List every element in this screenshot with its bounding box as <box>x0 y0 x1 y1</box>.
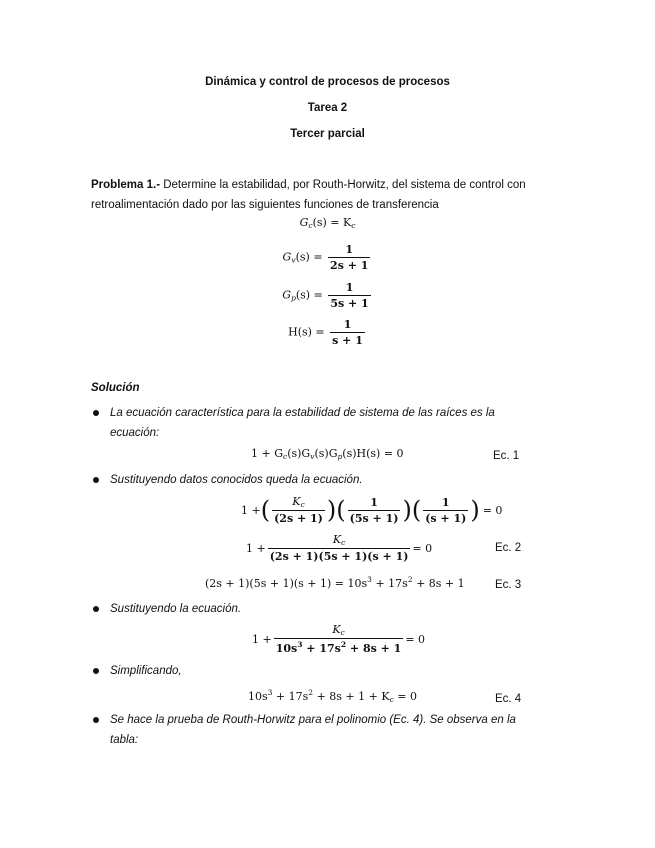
document-title: Dinámica y control de procesos de procesos <box>205 76 450 88</box>
solution-heading: Solución <box>91 382 140 394</box>
equation-3: $(2s + 1)(5s + 1)(s + 1) = 10s^3 + 17s^2 + 8s + 1$ <box>205 575 465 590</box>
equation-3-label: Ec. 3 <box>495 579 522 591</box>
equation-gc: $G_c(s) = K_c$ <box>299 216 356 230</box>
equation-4: $10s^3 + 17s^2 + 8s + 1 + K_c = 0$ <box>248 688 417 704</box>
equation-substituted: 1 + ( $\frac{K_c}{(2s + 1)}$ ) ( $\frac{1}{(5s + 1)}$ ) ( $\frac{1}{(s + 1)}$ ) = 0 <box>241 495 503 525</box>
document-subtitle: Tarea 2 <box>307 102 348 114</box>
document-section: Tercer parcial <box>290 128 365 140</box>
equation-2-label: Ec. 2 <box>495 542 522 554</box>
problem-line-1: Determine la estabilidad, por Routh-Horwitz, del sistema de control con <box>160 179 526 191</box>
equation-2: 1 + $\frac{K_c}{(2s + 1)(5s + 1)(s + 1)}$ = 0 <box>246 533 433 563</box>
bullet-3-text: Sustituyendo la ecuación. <box>110 603 242 615</box>
equation-substituted-2: 1 + $\frac{K_c}{10s^3 + 17s^2 + 8s + 1}$ = 0 <box>252 623 426 655</box>
bullet-1-text: La ecuación característica para la estabilidad de sistema de las raíces es la ecuación: <box>110 407 495 439</box>
bullet-dot <box>93 668 99 674</box>
bullet-dot <box>93 606 99 612</box>
bullet-2-text: Sustituyendo datos conocidos queda la ecuación. <box>110 474 363 486</box>
equation-1-label: Ec. 1 <box>493 450 520 462</box>
bullet-dot <box>93 410 99 416</box>
problem-label: Problema 1.- <box>91 179 161 191</box>
problem-line-2: retroalimentación dado por las siguientes funciones de transferencia <box>91 199 439 211</box>
equation-gv: $G_v(s)$ = $\frac{1}{2s + 1}$ <box>282 243 369 272</box>
equation-1: $1 + G_c(s)G_v(s)G_p(s)H(s) = 0$ <box>251 447 404 461</box>
equation-gp: $G_p(s)$ = $\frac{1}{5s + 1}$ <box>282 281 369 310</box>
bullet-4-text: Simplificando, <box>110 665 182 677</box>
problem-statement <box>91 175 571 215</box>
bullet-5-text: Se hace la prueba de Routh-Horwitz para el polinomio (Ec. 4). Se observa en la tabla: <box>110 714 516 746</box>
equation-h: H(s) = $\frac{1}{s + 1}$ <box>288 318 363 347</box>
bullet-dot <box>93 477 99 483</box>
equation-4-label: Ec. 4 <box>495 693 522 705</box>
bullet-dot <box>93 717 99 723</box>
